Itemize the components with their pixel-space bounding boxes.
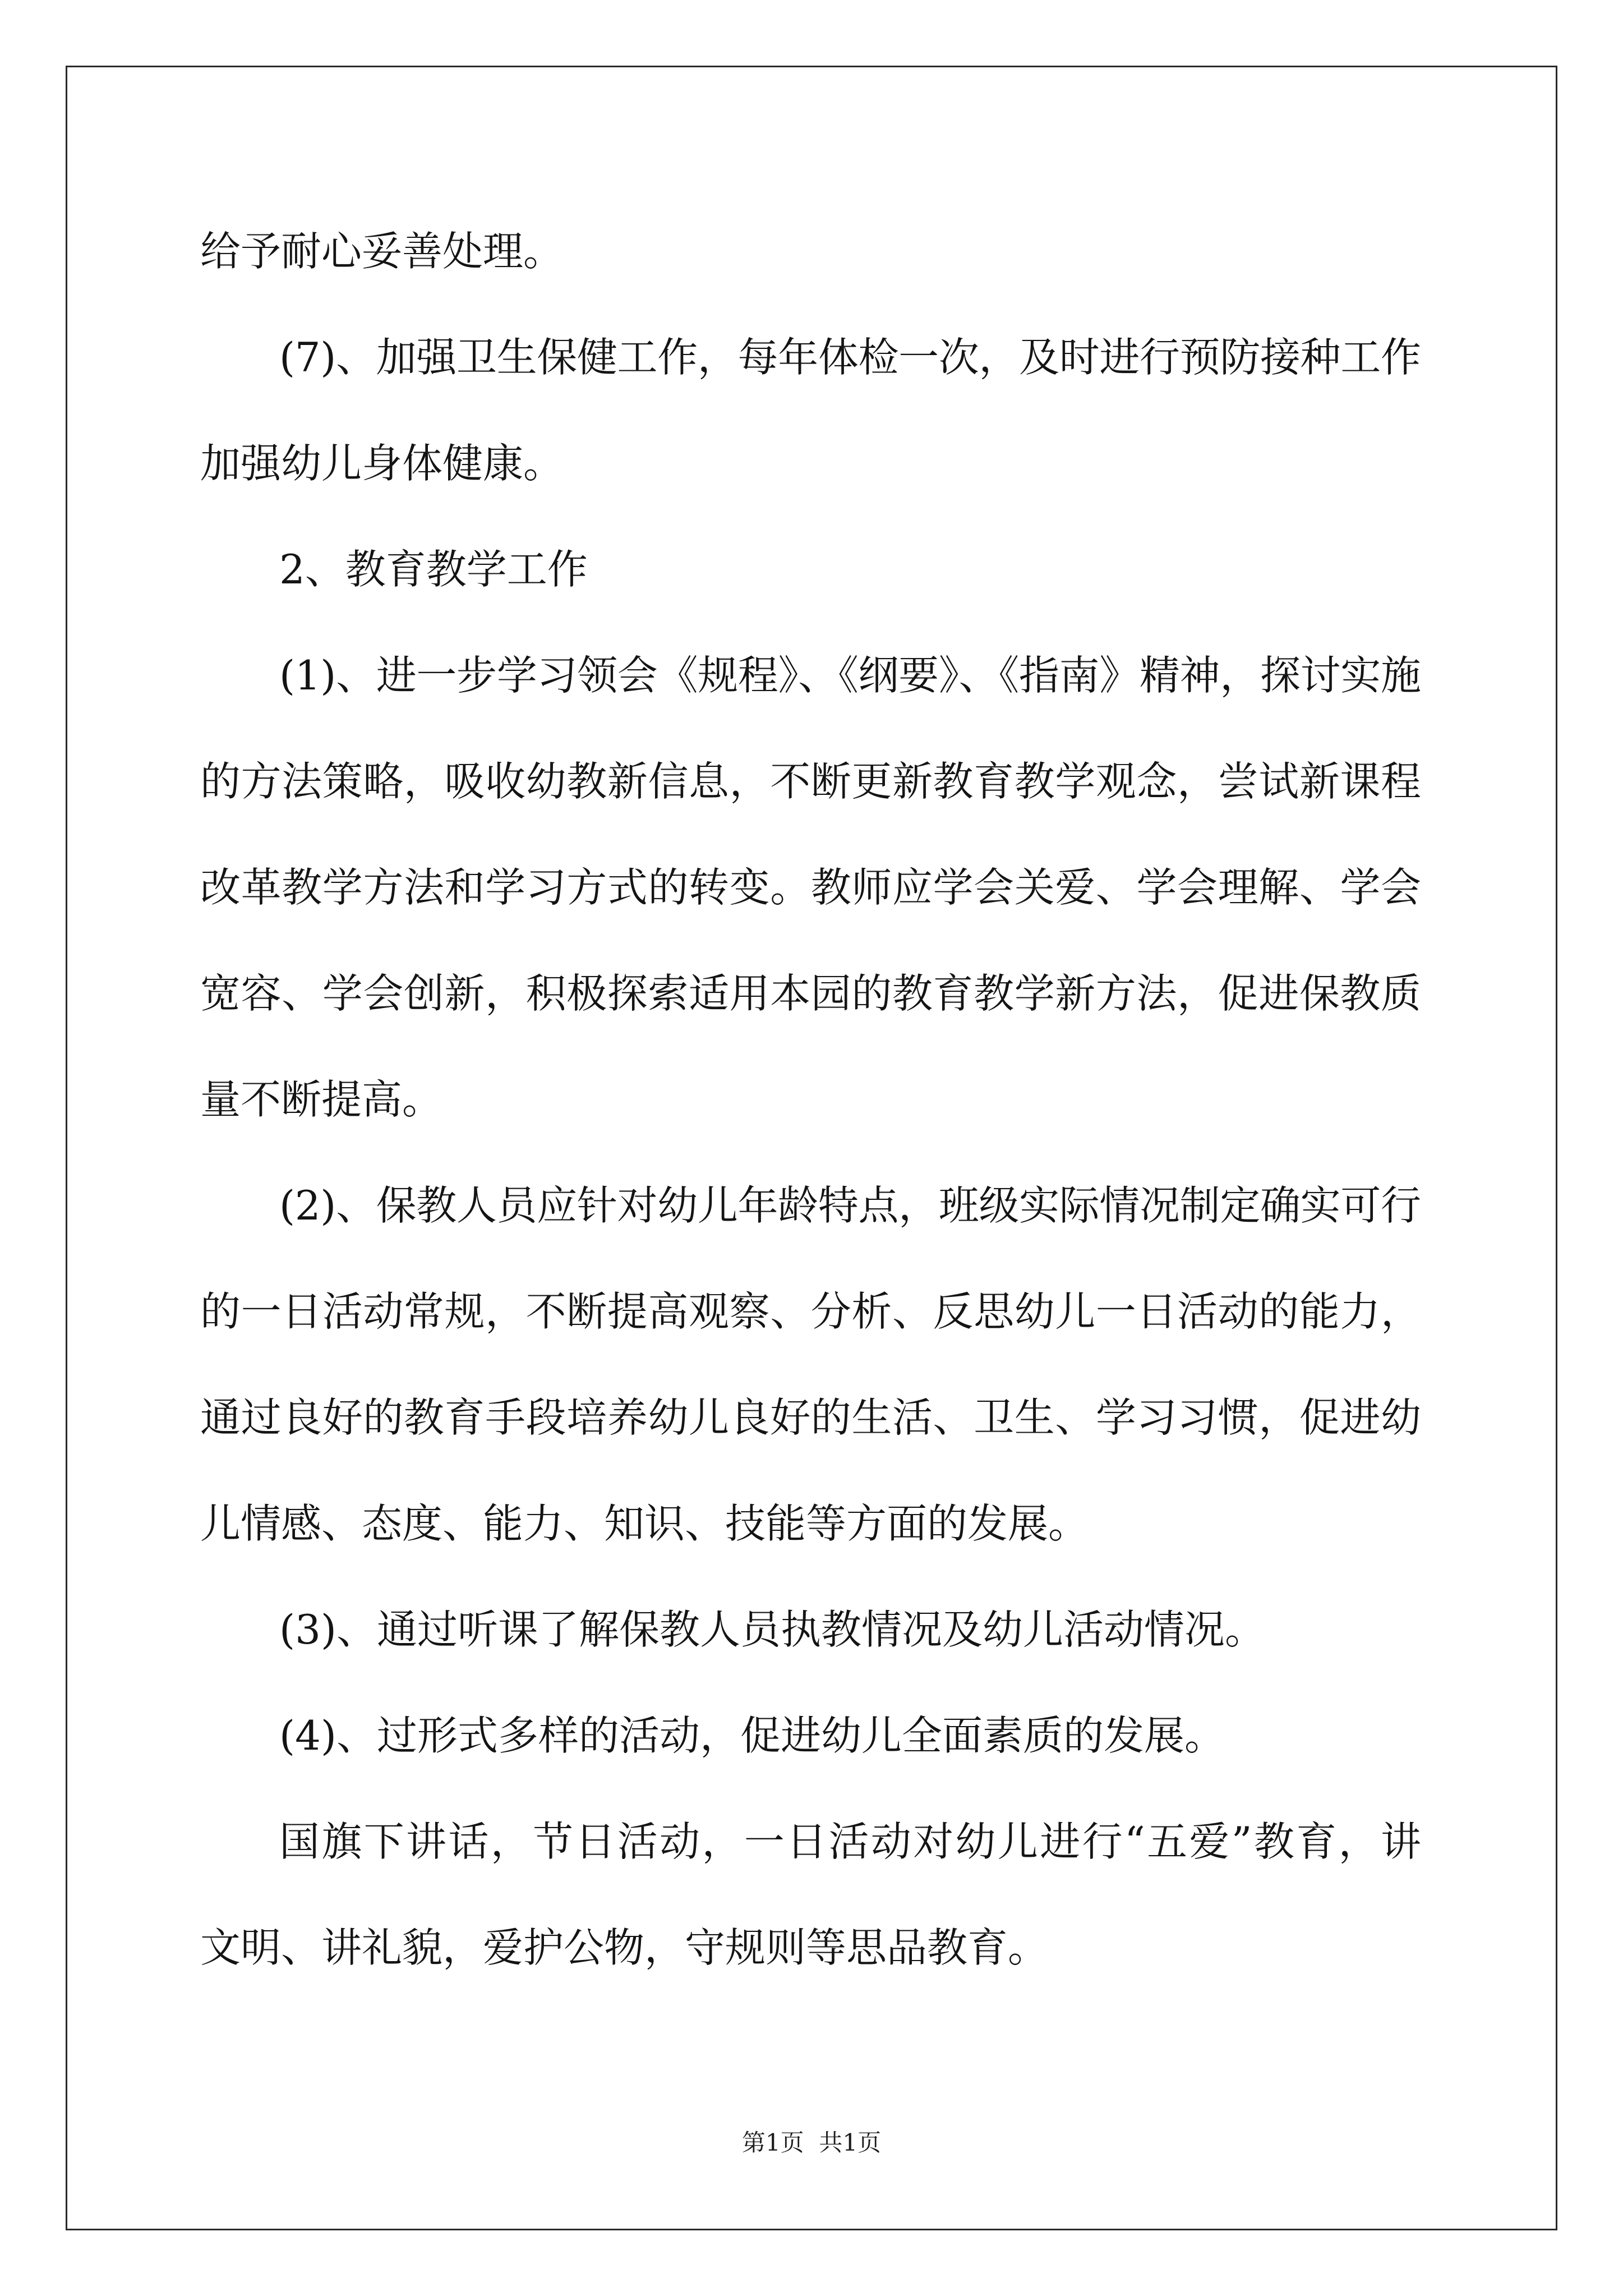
text-line: 量不断提高。 (200, 1076, 443, 1123)
text-line: 文明、讲礼貌，爱护公物，守规则等思品教育。 (200, 1924, 1049, 1971)
page-number-footer: 第1页 共1页 (741, 2129, 882, 2156)
text-line: 2、教育教学工作 (279, 546, 588, 593)
paragraph (200, 1683, 1421, 1789)
text-line: (2)、保教人员应针对幼儿年龄特点，班级实际情况制定确实可行 (279, 1182, 1421, 1229)
text-line: 的一日活动常规，不断提高观察、分析、反思幼儿一日活动的能力， (200, 1288, 1422, 1335)
paragraph (200, 1789, 1421, 2001)
paragraph (200, 199, 1421, 305)
paragraph (200, 1153, 1421, 1577)
text-line: 儿情感、态度、能力、知识、技能等方面的发展。 (200, 1500, 1089, 1547)
document-body (200, 199, 1421, 2001)
paragraph (200, 623, 1421, 1153)
section-heading (200, 517, 1421, 623)
text-line: 改革教学方法和学习方式的转变。教师应学会关爱、学会理解、学会 (200, 864, 1422, 911)
paragraph (200, 1577, 1421, 1683)
text-line: 国旗下讲话，节日活动，一日活动对幼儿进行“五爱”教育，讲 (279, 1818, 1423, 1865)
text-line: (1)、进一步学习领会《规程》、《纲要》、《指南》精神，探讨实施 (279, 652, 1421, 699)
paragraph (200, 305, 1421, 517)
text-line: (7)、加强卫生保健工作，每年体检一次，及时进行预防接种工作 (279, 334, 1421, 381)
text-line: (3)、通过听课了解保教人员执教情况及幼儿活动情况。 (279, 1606, 1265, 1653)
text-line: 宽容、学会创新，积极探索适用本园的教育教学新方法，促进保教质 (200, 970, 1422, 1017)
text-line: 给予耐心妥善处理。 (200, 228, 564, 275)
text-line: 加强幼儿身体健康。 (200, 440, 564, 487)
text-line: 通过良好的教育手段培养幼儿良好的生活、卫生、学习习惯，促进幼 (200, 1394, 1422, 1441)
text-line: 的方法策略，吸收幼教新信息，不断更新教育教学观念，尝试新课程 (200, 758, 1422, 805)
text-line: (4)、过形式多样的活动，促进幼儿全面素质的发展。 (279, 1712, 1225, 1759)
